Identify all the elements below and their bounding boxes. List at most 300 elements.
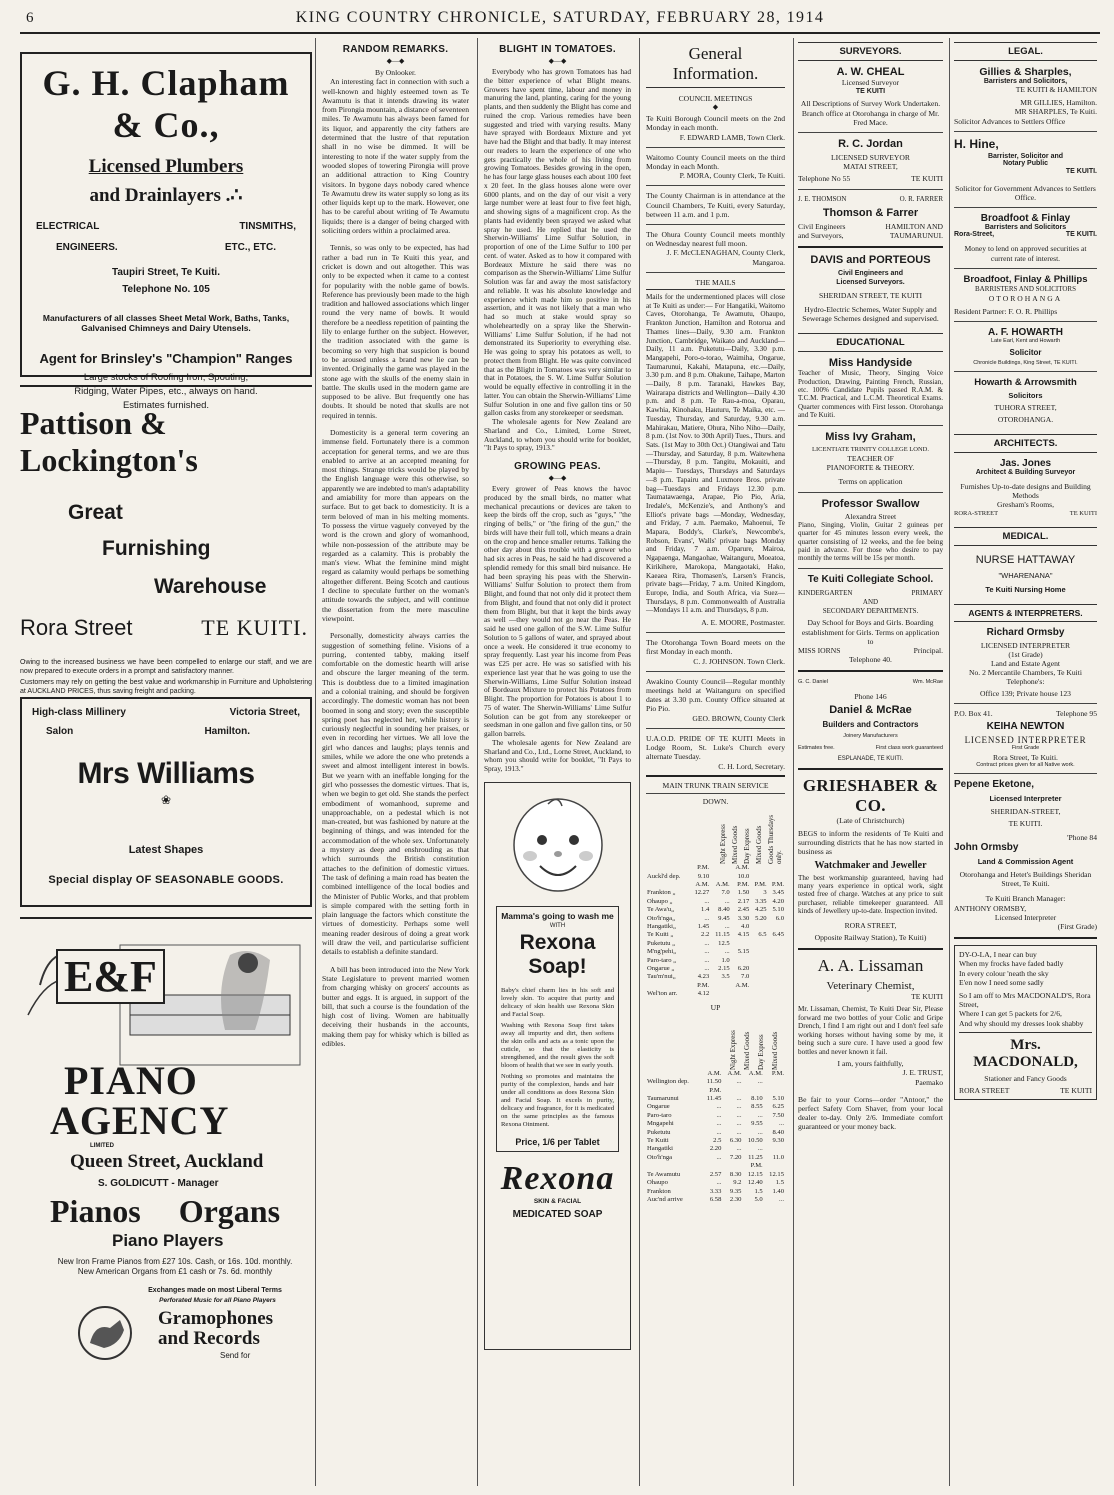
train-down-cell: 2.17 — [737, 897, 750, 905]
train-down-cell: 4.25 — [755, 906, 767, 914]
column-3-articles — [477, 38, 637, 1486]
train-down-cell: 5.10 — [772, 906, 784, 914]
train-down-table — [646, 864, 785, 999]
ro-line6: Office 139; Private house 123 — [980, 688, 1071, 698]
table-row — [646, 1129, 785, 1137]
train-service-heading: MAIN TRUNK TRAIN SERVICE — [662, 780, 769, 790]
jones-town: TE KUITI — [1069, 510, 1097, 518]
table-row — [646, 1137, 785, 1145]
college-and: AND — [862, 597, 879, 606]
train-up-cell: 10.50 — [747, 1137, 763, 1145]
train-down-cell: 3.35 — [755, 897, 767, 905]
column-2-random-remarks — [315, 38, 475, 1486]
mails-text: Mails for the undermentioned places will close at Te Kuiti as under:— For Hangatiki, Waitomo Caves, Otorohanga, Te Awamutu, Ohaupo, Frankton Junction, Hamilton and Rotorua and Thames lines—Daily, 9.30 a.m. Frankton Junction, Cambridge, Waikato and Auckland—Daily, 11 a.m. Puketutu—Daily, 3.30 p.m. Mangapehi, Poro-o-torao, Waimiha, Ongarue, Taumarunui, Kakahi, Matapuna, etc.—Daily, 3.30 p.m. and 8 p.m. Ohakune, Taihape, Marton—Daily, 8 p.m. Taranaki, Hawkes Bay, Wairarapa districts and Wellington—Daily 4.30 p.m. and 8 p.m. Te Rau-a-moa, Oparau, Kawhia, Kinohaku, Hauturu, Te Maika, etc. —Tuesday, Thursday, and Saturday, 9.30 a.m. Mahirakau, Matiere, Ohura, Niho Niho—Daily, 8 p.m. (1st Nov. to 30th April) Tues., Thurs. and Sats. (1st May to 30th Oct.) Otangiwai and Tatu—Thursday, and Saturday, 8 p.m. Waitewhena—Thursday, 8 p.m. Tangitu, Mokauiti, and Mapiu— Tuesdays, Thursdays and Saturdays —8 p.m. Tapairu and Luxmore Bros. private bag—Tuesdays and Fridays 12.30 p.m. Taumatawaenga, Arapae, Pio Pio, Aria, Iredale's, McKenzie's, and Anthony's and Elliot's private bags —Monday, Wednesday, and Friday, 7 a.m. Paemako, Mahoenui, Te Mapara, Boddy's, Clarke's, Newcombe's, Robson, Evans', Walls' private bags Monday and Friday, 7 a.m. Oparure, Mairoa, Ngapaenga, Mangaohae, Waitanguru, Moeatoa, Kirikihere, Marokopa, Mangaotaki, Hako, Kaeaea Rira, Thomasen's, Larsen's Francis, private bags—Friday, 7 a.m. United Kingdom, Europe, India, and South Africa, via Suez—Thursdays, 8 p.m. Commonwealth of Australia—Mondays 11 a.m. and Thursdays, 8 p.m. — [646, 293, 785, 615]
baby-illustration-icon — [488, 790, 628, 900]
train-down-cell: ... — [724, 897, 730, 905]
table-row — [646, 1162, 785, 1170]
train-down-cell: 1.45 — [697, 922, 710, 930]
cheal-town: TE KUITI — [855, 88, 886, 96]
cheal-sub: Licensed Surveyor — [841, 78, 900, 87]
train-down-cell: P.M. — [697, 864, 710, 872]
train-up-column-headers — [646, 1014, 785, 1070]
clapham-left2: ENGINEERS. — [56, 242, 118, 253]
train-up-cell: 1.5 — [754, 1187, 763, 1195]
macdonald-street: RORA STREET — [959, 1085, 1010, 1095]
train-column-header: Goods Thursdays only. — [767, 815, 783, 865]
jordan-line1: LICENSED SURVEYOR — [831, 153, 910, 163]
dyola-line6: Where I can get 5 packets for 2/6, — [959, 1009, 1062, 1019]
train-down-cell: 8.40 — [718, 906, 730, 914]
train-up-cell: 12.40 — [747, 1179, 763, 1187]
table-row — [646, 1103, 785, 1111]
nurse-wharenana: "WHARENANA" — [998, 570, 1053, 580]
dyola-line2: When my frocks have faded badly — [959, 959, 1064, 969]
table-row — [646, 1078, 785, 1086]
tf-farrer: O. R. FARRER — [899, 194, 943, 203]
lissaman-yours: I am, yours faithfully, — [837, 1059, 904, 1069]
gs-name: Gillies & Sharples, — [979, 66, 1072, 78]
train-up-cell: ... — [716, 1128, 722, 1136]
college-text: Day School for Boys and Girls. Boarding establishment for Girls. Terms on application to — [801, 618, 940, 646]
train-up-cell: 1.5 — [775, 1179, 784, 1187]
train-up-cell: 3.33 — [709, 1187, 722, 1195]
williams-salon: Salon — [46, 726, 74, 737]
council-borough-sig: F. EDWARD LAMB, Town Clerk. — [679, 132, 785, 142]
macdonald-town: TE KUITI — [1060, 1085, 1092, 1095]
train-down-cell: 3.5 — [721, 973, 730, 981]
train-down-cell: 11.15 — [715, 931, 730, 939]
council-chairman: The County Chairman is in attendance at the Council Chambers, Te Kuiti, every Saturday, between 11 a.m. and 1 p.m. — [646, 191, 785, 219]
train-up-cell: 12.15 — [769, 1170, 784, 1178]
college-primary: PRIMARY — [911, 588, 943, 597]
gs-line5: Solicitor Advances to Settlers Office — [954, 116, 1066, 126]
council-ohura-sig: J. F. McCLENAGHAN, County Clerk, Mangaroa. — [666, 248, 785, 267]
train-up-cell: 9.35 — [729, 1187, 742, 1195]
train-down-cell — [750, 957, 767, 965]
jo-line4: ANTHONY ORMSBY, — [954, 903, 1027, 913]
table-row — [646, 889, 785, 897]
hine-line2: TE KUITI. — [1065, 167, 1097, 175]
piano-agency2: AGENCY — [50, 1098, 230, 1143]
table-row — [646, 965, 785, 973]
table-row — [646, 1095, 785, 1103]
train-up-cell: 5.0 — [754, 1195, 763, 1203]
ro-name: Richard Ormsby — [986, 626, 1065, 638]
jo-line5: Licensed Interpreter — [994, 912, 1057, 922]
clapham-estimates: Estimates furnished. — [122, 400, 210, 411]
daniel-left: G. C. Daniel — [798, 679, 828, 686]
grieshaber-opposite: Opposite Railway Station), Te Kuiti) — [814, 932, 927, 942]
random-byline: By Onlooker. — [375, 68, 416, 77]
train-down-cell: 2.2 — [701, 931, 710, 939]
table-row — [646, 957, 785, 965]
lissaman-letter: Mr. Lissaman, Chemist, Te Kuiti Dear Sir, Please forward me two bottles of your Colic and Gripe Drench, I find I am right out and I don't feel safe working horses without having some by me, it being such a sure cure. I have used a good few bottles and never known it fail. — [798, 1005, 943, 1056]
surveyors-heading: SURVEYORS. — [798, 42, 943, 61]
train-down-cell: Ohaupo „ — [647, 897, 673, 905]
train-down-cell — [710, 873, 730, 881]
train-down-cell: P.M. — [697, 981, 710, 989]
train-column-header: Mixed Goods — [743, 1031, 751, 1070]
jones-name: Jas. Jones — [999, 457, 1052, 469]
clapham-ad — [20, 52, 312, 411]
pattison-name: Pattison & Lockington's — [20, 405, 198, 478]
gramophone-ad — [20, 1308, 312, 1373]
howarth-line3: Chronicle Buildings, King Street, TE KUITI. — [973, 360, 1078, 367]
clapham-name: G. H. Clapham & Co., — [42, 63, 290, 145]
train-down-cell: 1.4 — [701, 906, 710, 914]
train-up-cell: 8.55 — [751, 1103, 763, 1111]
davis-name: DAVIS and PORTEOUS — [810, 254, 931, 267]
train-down-column-headers — [646, 808, 785, 864]
jones-line1: Architect & Building Surveyor — [975, 468, 1076, 476]
train-up-cell: ... — [716, 1120, 722, 1128]
train-up-cell: 7.20 — [729, 1153, 742, 1161]
train-down-cell: Te Kuiti „ — [647, 931, 674, 939]
train-up-cell: Te Awamutu — [647, 1170, 681, 1178]
lissaman-sub: Veterinary Chemist, — [826, 980, 915, 993]
train-down-cell: Wel'ton arr. — [647, 990, 678, 998]
howarth-name: A. F. HOWARTH — [988, 327, 1063, 339]
piano-limited: LIMITED — [90, 1143, 114, 1149]
masthead — [20, 6, 1100, 34]
train-up-cell: Taumarunui — [647, 1095, 679, 1103]
train-down-cell: ... — [704, 939, 710, 947]
train-up-cell: 2.30 — [729, 1195, 742, 1203]
train-down-cell — [731, 990, 751, 998]
jones-line3: Gresham's Rooms, — [996, 500, 1055, 510]
train-down-cell — [768, 873, 785, 881]
train-up-cell: 12.15 — [747, 1170, 763, 1178]
train-down-cell: 9.45 — [718, 914, 730, 922]
bf-name: Broadfoot & Finlay — [980, 213, 1071, 225]
train-down-cell — [646, 864, 690, 872]
grieshaber-text1: BEGS to inform the residents of Te Kuiti and surrounding districts that he has now started in business as — [798, 828, 943, 857]
swallow-street: Alexandra Street — [844, 511, 897, 521]
train-up-cell: A.M. — [748, 1069, 763, 1077]
train-up-cell: 5.10 — [772, 1095, 784, 1103]
pattison-text1: Owing to the increased business we have been compelled to enlarge our staff, and we are now prepared to execute orders in a prompt and satisfactory manner. — [20, 659, 312, 675]
table-row — [646, 873, 785, 881]
bfp-line3: Resident Partner: F. O. R. Phillips — [954, 307, 1058, 317]
rexona-ad — [484, 782, 631, 1350]
train-up-cell: Oto'h'nga — [647, 1153, 673, 1161]
train-up-cell: ... — [736, 1078, 742, 1086]
train-down-cell — [750, 948, 767, 956]
daniel-guarantee: First class work guaranteed — [875, 744, 943, 751]
train-up-cell: 9.30 — [772, 1137, 784, 1145]
table-row — [646, 915, 785, 923]
train-down-cell: 4.0 — [741, 922, 750, 930]
train-up-cell — [646, 1087, 701, 1095]
rexona-with: WITH — [549, 922, 566, 929]
macdonald-name: Mrs. MACDONALD, — [973, 1036, 1078, 1070]
bfp-line2: OTOROHANGA — [988, 294, 1063, 304]
train-up-cell — [722, 1162, 742, 1170]
clapham-right2: ETC., ETC. — [224, 242, 276, 253]
lissaman-place: Paemako — [915, 1077, 943, 1087]
train-down-cell: 4.12 — [697, 990, 710, 998]
train-up-cell: A.M. — [727, 1069, 742, 1077]
train-up-cell: P.M. — [709, 1086, 722, 1094]
pepene-line1: Licensed Interpreter — [989, 794, 1062, 804]
train-down-cell: 6.5 — [758, 931, 767, 939]
graham-line2: TEACHER OF — [847, 453, 894, 463]
table-row — [646, 906, 785, 914]
clapham-agent: Agent for Brinsley's "Champion" Ranges — [39, 351, 293, 366]
table-row — [646, 1070, 785, 1078]
pattison-ad — [20, 405, 312, 695]
ornament-icon: ❀ — [160, 793, 172, 807]
piano-street: Queen Street, Auckland — [70, 1151, 264, 1172]
grieshaber-late: (Late of Christchurch) — [836, 815, 905, 825]
ha-name: Howarth & Arrowsmith — [974, 377, 1077, 389]
pepene-phone: 'Phone 84 — [1067, 832, 1097, 842]
gramophones-text: Gramophones and Records — [158, 1308, 274, 1349]
pattison-text2: Customers may rely on getting the best value and workmanship in Furniture and Upholstering at AUCKLAND PRICES, thus saving freight and packing. — [20, 679, 312, 695]
train-down-cell — [750, 923, 767, 931]
train-up-cell: ... — [757, 1078, 763, 1086]
train-down-cell — [750, 990, 767, 998]
lissaman-name: A. A. Lissaman — [817, 956, 924, 976]
table-row — [646, 1179, 785, 1187]
rexona-medicated: MEDICATED SOAP — [512, 1208, 603, 1220]
column-5-professional — [793, 38, 947, 1486]
train-down-cell: 6.20 — [737, 964, 750, 972]
train-column-header: Night Express — [729, 1029, 737, 1070]
bf-town: TE KUITI. — [1065, 231, 1097, 239]
train-down-cell: 4.20 — [772, 897, 784, 905]
train-up-cell: Ongarue — [647, 1103, 670, 1111]
train-up-cell — [764, 1078, 785, 1086]
clapham-stock2: Ridging, Water Pipes, etc., always on hand. — [74, 386, 258, 397]
random-body — [322, 77, 469, 1048]
dyola-line4: E'en now I need some sadly — [959, 977, 1044, 987]
table-row — [646, 931, 785, 939]
train-down-cell — [731, 940, 751, 948]
daniel-address: ESPLANADE, TE KUITI. — [837, 755, 904, 762]
train-up-cell: 6.58 — [709, 1195, 722, 1203]
train-down-cell — [646, 881, 690, 889]
table-row — [646, 940, 785, 948]
train-up-cell: 6.30 — [729, 1137, 742, 1145]
council-waitomo: Waitomo County Council meets on the third Monday in each Month. — [646, 152, 785, 172]
blight-para-1: Everybody who has grown Tomatoes has had the bitter experience of what Blight means. Growers have spent time, labour and money in manuring the land, planting, caring for the young plants, and then suddenly the Blight has come and ruined the crop. Various remedies have been suggested and tried with varying results. Many have sprayed with Bordeaux Mixture and yet have had the Blight and that badly. It may interest our readers to learn the experience of one who gets practically the whole of his living from growing Tomatoes. Besides growing in the open, he has four large glass houses each about 100 feet x 20 feet. In the glass houses alone were over 6000 plants, and on the day of our visit a very large number were at least four to five feet high, and showing signs of a magnificent crop. As the plants had evidently been sprayed we asked what spray he used. He replied that he used the Sherwin-Williams' Lime Sulfur Solution, in proportion of one of the Lime Sulfur to 100 per cent. of water. Asked as to how it compared with Bordeaux Mixture he said there was no comparison as the Sherwin-Williams' Lime Sulfur Solution was far and away the most satisfactory and reliable. It was his absolute knowledge and experience which made him so positive in his assertion, and it was not likely that a man who had so much at stake would spray so wholeheartedly on a spray like the Sherwin-Williams' Lime Sulfur Solution, if he had not demonstrated its Superiority to everything else. He was going to spray his potatoes as well, to protect them from Blight. He was quite convinced that as the Blight in Tomatoes was very similar to that in Potatoes, the S. W. Lime Sulfur Solution would be equally effective in controlling it in the latter. You can obtain the Sherwin-Williams' Lime Sulfur Solution in one and five gallon tins or 50 gallon casks from any storekeeper or seedsman. — [484, 67, 631, 418]
clapham-telephone: Telephone No. 105 — [122, 284, 210, 295]
train-up-cell: A.M. — [707, 1069, 722, 1077]
train-down-cell: 3.45 — [772, 889, 784, 897]
tf-name: Thomson & Farrer — [822, 206, 919, 219]
williams-shapes: Latest Shapes — [128, 844, 204, 856]
train-up-cell: ... — [736, 1095, 742, 1103]
jo-name: John Ormsby — [954, 841, 1019, 853]
train-down-cell — [768, 982, 785, 990]
train-down-cell: ... — [724, 948, 730, 956]
graham-line3: PIANOFORTE & THEORY. — [826, 463, 915, 473]
ornament-icon: ◆ — [712, 103, 719, 112]
swallow-text: Piano, Singing, Violin, Guitar 2 guineas per quarter for 45 minutes lesson every week, the quarter consisting of 12 weeks, and the fee being paid in advance. For those who desire to pay monthly the terms will be 15s per month. — [798, 520, 943, 563]
ro-line2: (1st Grade) — [1008, 649, 1043, 659]
gramophone-dog-icon — [60, 1303, 150, 1363]
tf-thomson: J. E. THOMSON — [798, 194, 847, 203]
piano-players: Piano Players — [112, 1231, 224, 1250]
train-up-cell: 8.40 — [772, 1128, 784, 1136]
williams-ad — [20, 697, 312, 907]
dyola-line7: And why should my dresses look shabby — [959, 1018, 1084, 1028]
cheal-name: A. W. CHEAL — [836, 66, 905, 78]
antoor-corn-ad: Be fair to your Corns—order "Antoor," the perfect Safety Corn Shaver, from your local dealer to-day. Only 2/6. Immediate comfort guaranteed or your money back. — [798, 1094, 943, 1132]
train-down-cell — [768, 965, 785, 973]
gs-line4: MR SHARPLES, Te Kuiti. — [1014, 107, 1097, 117]
train-down-cell — [750, 982, 767, 990]
daniel-estimates: Estimates free. — [798, 744, 835, 751]
rexona-text3: Nothing so promotes and maintains the purity of the complexion, hands and hair under all conditions as does Rexona Skin and Facial Soap. It excels in purity, delicacy and fragrance, for it is medicated on the same principles as the famous Rexona Ointment. — [501, 1072, 614, 1128]
jo-line1: Land & Commission Agent — [977, 856, 1074, 866]
ornament-icon: ◆—◆ — [548, 474, 567, 482]
train-up-cell: ... — [716, 1111, 722, 1119]
cheal-text: All Descriptions of Survey Work Undertaken. Branch office at Otorohanga in charge of Mr. Fred Mace. — [800, 99, 941, 127]
rexona-text1: Baby's chief charm lies in his soft and lovely skin. To acquire that purity and delicacy of skin health use Rexona Skin and Facial Soap. — [501, 986, 614, 1018]
keiha-line1: LICENSED INTERPRETER — [964, 735, 1087, 746]
train-down-cell: 5.15 — [737, 948, 750, 956]
random-para-2: Tennis, so was only to be expected, has had rather a bad run in Te Kuiti this year, and cricket is down and out altogether. This was only to be expected when it came to a contest for popularity with the noble game of bowls. Reference has previously been made to the high tradition and hallowed associations which linger round the very name of bowls. It would therefore be a needless repetition of painting the lily to enlarge further on the subject. However, the tradition associated with the game is becoming so very high that suspicion is bound to be aroused unless a brand new lie can be invented. Originally the game was played in the stone age with the skulls of the enemy slain in battle. The skulls used in the modern game are supposed to be alive. But frequently one has doubts. It should be noted that skulls are not required in tennis. — [322, 243, 469, 420]
davis-schemes: Hydro-Electric Schemes, Water Supply and Sewerage Schemes designed and supervised. — [802, 304, 939, 324]
rexona-headline: Mamma's going to wash me — [501, 910, 614, 921]
train-down-cell: A.M. — [735, 981, 750, 989]
train-column-header: Night Express — [719, 824, 727, 865]
college-telephone: Telephone 40. — [849, 655, 892, 665]
train-down-cell: Paro-taro „ — [647, 956, 677, 964]
rexona-sub: SKIN & FACIAL — [533, 1197, 582, 1205]
tf-right1: HAMILTON AND — [885, 221, 943, 231]
ro-line3: Land and Estate Agent — [991, 659, 1060, 669]
train-down-cell — [710, 982, 730, 990]
peas-title: GROWING PEAS. — [514, 461, 601, 472]
clapham-line1: Licensed Plumbers — [88, 156, 244, 177]
train-up-cell: Puketutu — [647, 1128, 671, 1136]
nurse-home: Te Kuiti Nursing Home — [985, 584, 1066, 594]
train-up-cell: Frankton — [647, 1187, 671, 1195]
table-row — [646, 1145, 785, 1153]
train-down-cell — [768, 957, 785, 965]
column-1-ads — [20, 38, 312, 1486]
clapham-stock1: Large stocks of Roofing Iron, Spouting, — [83, 372, 249, 383]
rexona-logo: Rexona — [500, 1159, 615, 1197]
williams-special: Special display OF SEASONABLE GOODS. — [48, 874, 284, 886]
train-up-cell: Te Kuiti — [647, 1137, 669, 1145]
train-down-cell — [768, 940, 785, 948]
dyola-line3: In every colour 'neath the sky — [959, 968, 1049, 978]
williams-millinery: High-class Millinery — [32, 707, 126, 718]
train-down-cell: A.M. — [695, 880, 710, 888]
bf-money: Money to lend on approved securities at current rate of interest. — [964, 244, 1087, 263]
train-down-cell: 12.27 — [694, 889, 710, 897]
random-remarks-title: RANDOM REMARKS. — [342, 44, 449, 55]
table-row — [646, 990, 785, 998]
train-up-cell: 9.2 — [733, 1179, 742, 1187]
pattison-town: TE KUITI. — [201, 615, 308, 640]
council-meetings-heading: COUNCIL MEETINGS — [678, 94, 753, 103]
lissaman-town: TE KUITI — [911, 992, 943, 1002]
train-up-cell: Auc'nd arrive — [647, 1195, 683, 1203]
piano-pianos-organs: Pianos Organs — [50, 1193, 281, 1229]
train-down-cell: 2.15 — [718, 964, 730, 972]
graham-terms: Terms on application — [838, 477, 903, 487]
jordan-telephone: Telephone No 55 — [798, 174, 851, 184]
clapham-manufacturers: Manufacturers of all classes Sheet Metal Work, Baths, Tanks, Galvanised Chimneys and Dairy Utensels. — [42, 313, 290, 333]
pattison-furnishing: Furnishing — [102, 537, 211, 560]
davis-line1: Civil Engineers and — [838, 270, 903, 278]
train-down-cell — [710, 864, 730, 872]
council-ohura: The Ohura County Council meets monthly on Wednesday nearest full moon. — [646, 230, 785, 249]
otorohanga-board: The Otorohanga Town Board meets on the first Monday in each month. — [646, 638, 785, 657]
agents-heading: AGENTS & INTERPRETERS. — [954, 604, 1097, 622]
train-up-cell: ... — [716, 1179, 722, 1187]
column-4-general-info — [639, 38, 791, 1486]
piano-manager: S. GOLDICUTT - Manager — [98, 1178, 219, 1189]
table-row — [646, 948, 785, 956]
table-row — [646, 982, 785, 990]
grieshaber-name: GRIESHABER & CO. — [802, 775, 939, 815]
train-up-cell: 2.57 — [709, 1170, 722, 1178]
train-up-cell: P.M. — [750, 1162, 763, 1170]
architects-heading: ARCHITECTS. — [954, 434, 1097, 453]
blight-title: BLIGHT IN TOMATOES. — [499, 44, 616, 55]
ornament-icon: ◆—◆ — [386, 57, 405, 65]
piano-send: Send for — [220, 1351, 251, 1360]
train-down-cell: P.M. — [754, 880, 767, 888]
williams-town: Hamilton. — [204, 726, 250, 737]
train-down-cell — [768, 948, 785, 956]
daniel-sub: Builders and Contractors — [822, 719, 919, 729]
train-down-cell: ... — [724, 922, 730, 930]
train-down-cell — [768, 864, 785, 872]
pepene-line2: SHERIDAN-STREET, — [990, 807, 1061, 817]
train-column-header: Mixed Goods — [771, 1031, 779, 1070]
train-down-cell — [768, 990, 785, 998]
train-up-heading: UP — [710, 1002, 721, 1012]
table-row — [646, 898, 785, 906]
table-row — [646, 1154, 785, 1162]
piano-terms: New Iron Frame Pianos from £27 10s. Cash, or 16s. 10d. monthly. New American Organs from £1 cash or 7s. 6d. monthly — [57, 1257, 293, 1276]
train-up-cell: 7.50 — [772, 1111, 784, 1119]
train-down-cell: Ongarue „ — [647, 964, 675, 972]
train-column-header: Day Express — [743, 828, 751, 865]
dyola-line5: So I am off to Mrs MACDONALD'S, Rora Street, — [959, 990, 1091, 1010]
williams-street: Victoria Street, — [229, 707, 300, 718]
piano-agency1: PIANO — [64, 1058, 198, 1103]
train-up-cell — [646, 1070, 701, 1078]
keiha-line4: Contract prices given for all Native work. — [976, 762, 1075, 769]
train-up-cell: Mngapehi — [647, 1120, 674, 1128]
train-down-cell: 6.45 — [772, 931, 784, 939]
train-down-cell: 2.45 — [737, 906, 750, 914]
pattison-great: Great — [68, 501, 123, 524]
hine-line3: Solicitor for Government Advances to Settlers Office. — [955, 184, 1096, 203]
divider — [20, 917, 312, 919]
train-up-cell: 1.40 — [772, 1187, 784, 1195]
column-6-legal — [949, 38, 1101, 1486]
train-down-cell: 6.0 — [775, 914, 784, 922]
college-principal: Principal. — [913, 645, 943, 655]
table-row — [646, 1196, 785, 1204]
piano-exchanges: Exchanges made on most Liberal Terms — [148, 1287, 282, 1294]
college-kindergarten: KINDERGARTEN — [798, 588, 853, 597]
train-up-cell: ... — [757, 1128, 763, 1136]
train-down-cell — [710, 990, 730, 998]
train-down-heading: DOWN. — [702, 796, 729, 806]
daniel-name: Daniel & McRae — [829, 703, 912, 716]
jordan-name: R. C. Jordan — [838, 138, 903, 151]
